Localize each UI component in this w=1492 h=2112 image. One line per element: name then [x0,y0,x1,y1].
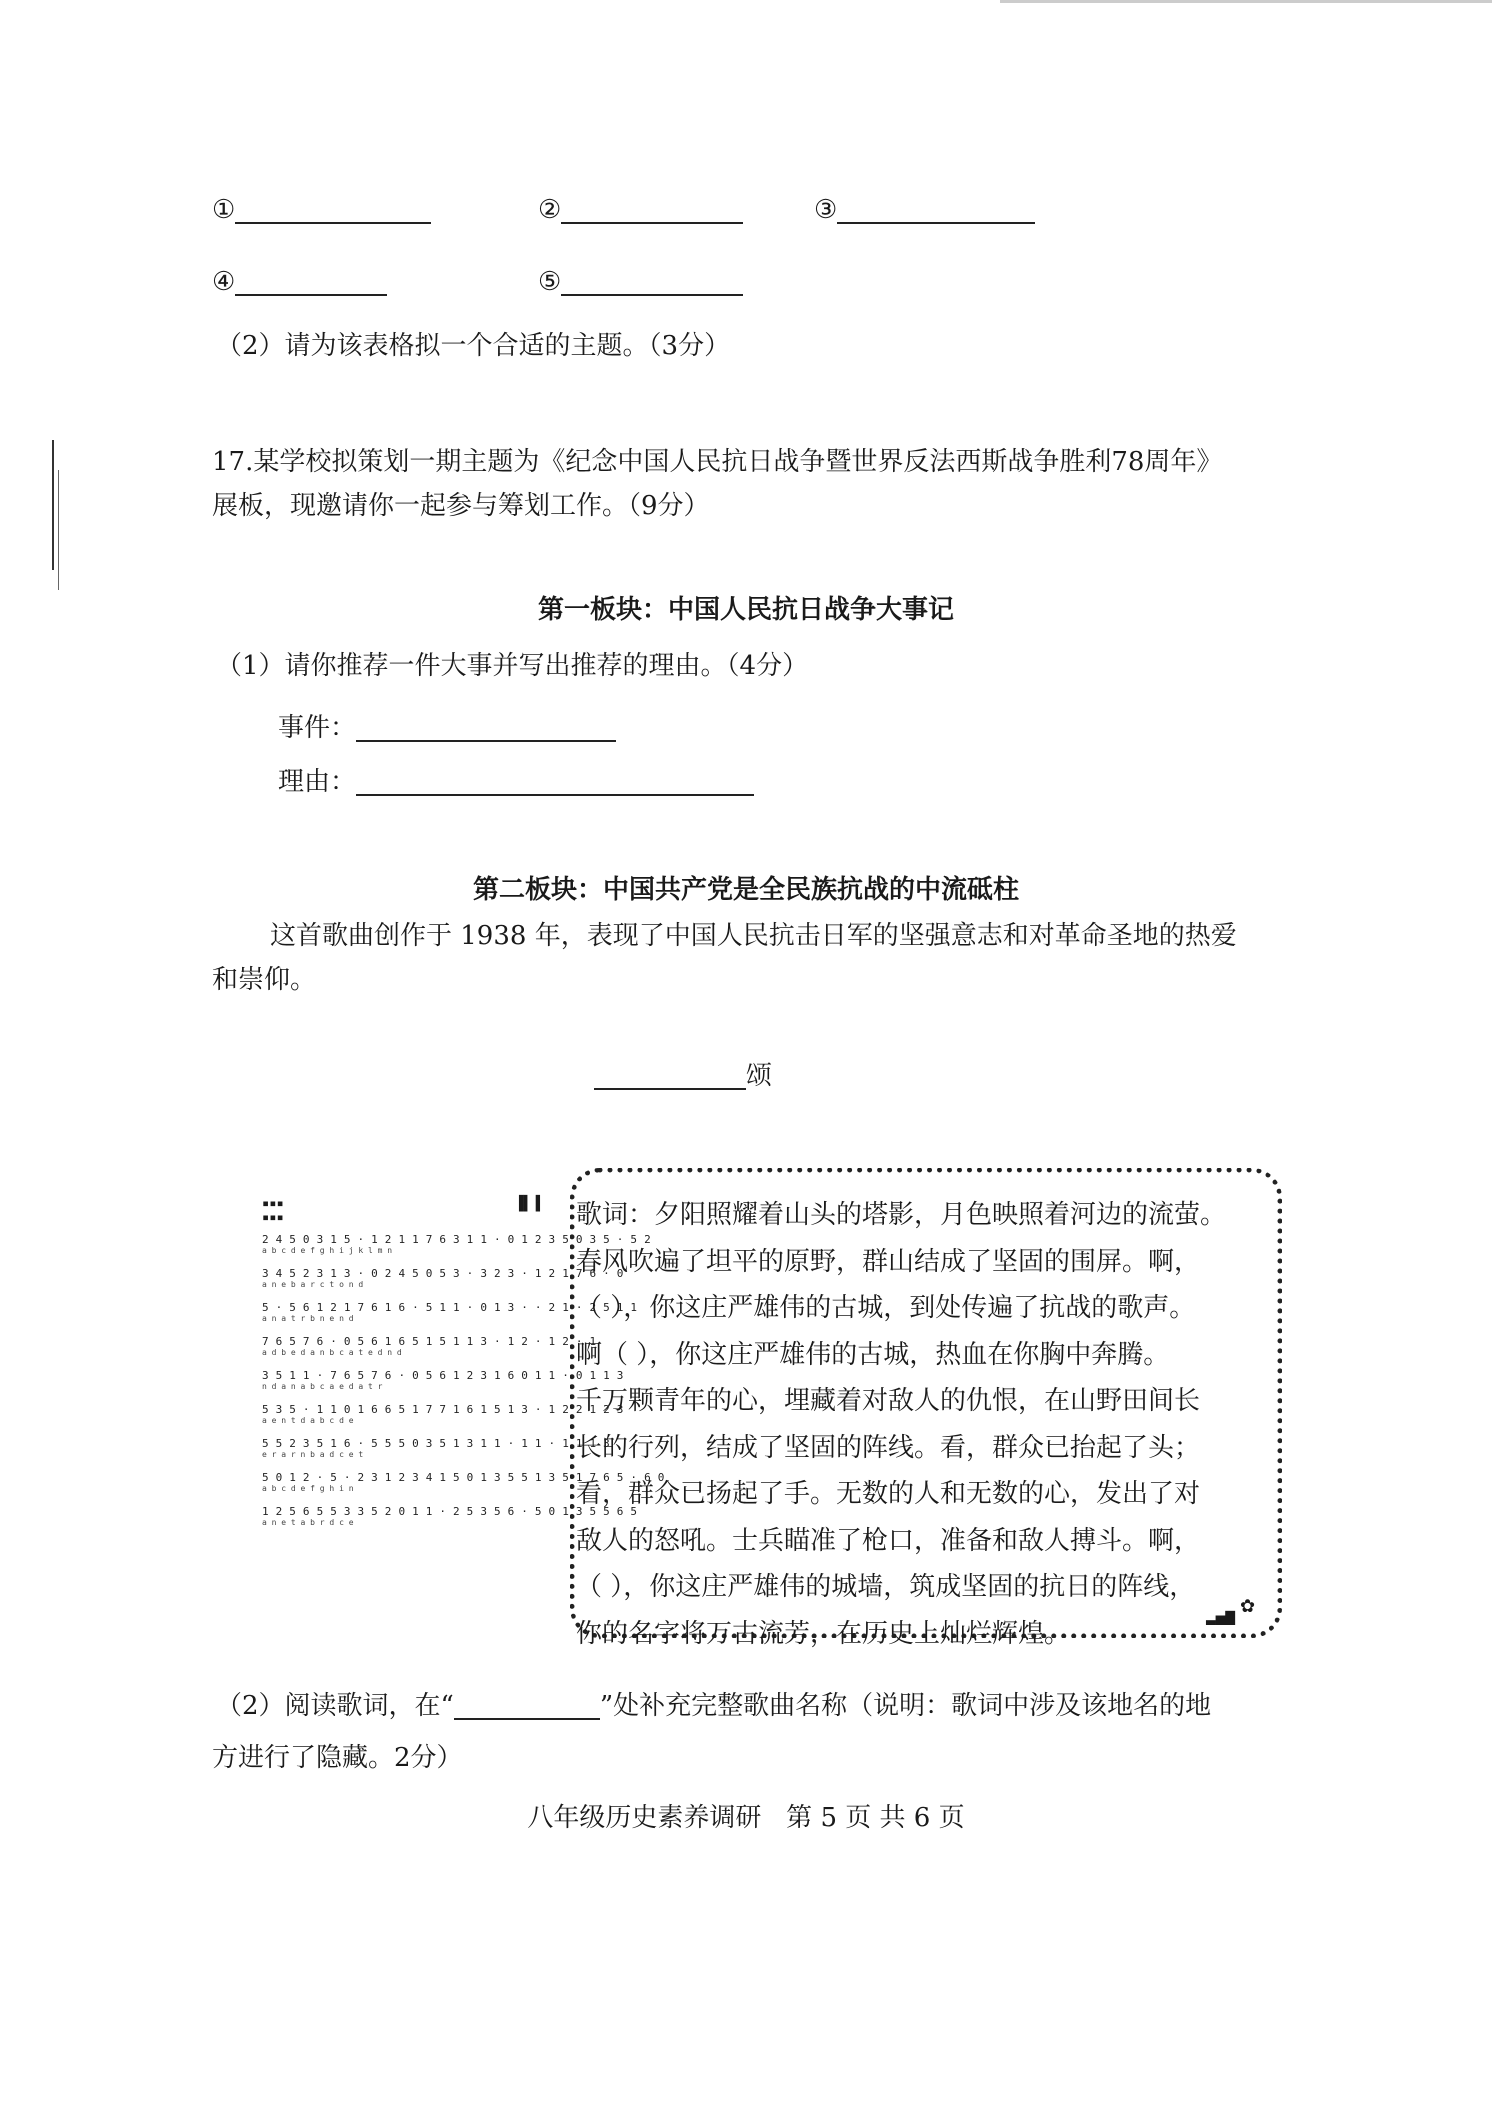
scan-edge-mark-left [52,440,54,570]
score-row-notes: 7 6 5 7 6 · 0 5 6 1 6 5 1 5 1 1 3 · 1 2 · 1 2 · 1 [262,1335,597,1348]
answer-blank-1[interactable] [235,192,431,224]
answer-label-5: ⑤ [538,267,562,297]
score-row-lyrics: a b c d e f g h i j k l m n [262,1246,393,1255]
score-row-lyrics: a n a t r b n e n d [262,1314,354,1323]
answer-row-1-b [538,190,743,230]
lyrics-box-signal-icon: ▂▄▆ [1206,1606,1235,1625]
score-row-lyrics: a n e t a b r d c e [262,1518,354,1527]
score-row-lyrics: a e n t d a b c d e [262,1416,354,1425]
q16-part2: （2）请为该表格拟一个合适的主题。（3分） [216,331,731,361]
score-row-notes: 3 4 5 2 3 1 3 · 0 2 4 5 0 5 3 · 3 2 3 · 1 2 1 7 6 · 0 [262,1267,624,1280]
event-label: 事件： [278,713,357,743]
q17-part2-line1 [216,1686,1211,1726]
q17-intro-line2: 展板，现邀请你一起参与筹划工作。（9分） [212,491,710,521]
answer-label-1: ① [212,195,236,225]
song-title-suffix: 颂 [746,1061,773,1091]
answer-row-1 [212,190,431,230]
music-score [262,1196,665,1626]
section2-text-line2: 和崇仰。 [212,965,317,995]
score-row-lyrics: e r a r n b a d c e t [262,1450,364,1459]
lyrics-line: 春风吹遍了坦平的原野，群山结成了坚固的围屏。啊， [576,1246,1201,1277]
score-header-right-mark: ▐▌▐ [514,1196,540,1212]
event-row [278,708,616,748]
score-row-lyrics: a d b e d a n b c a t e d n d [262,1348,402,1357]
score-row-notes: 2 4 5 0 3 1 5 · 1 2 1 1 7 6 3 1 1 · 0 1 2 3 5 0 3 5 · 5 2 [262,1233,651,1246]
lyrics-line: 你的名字将万古流芳，在历史上灿烂辉煌。 [576,1618,1071,1649]
lyrics-line: 看，群众已扬起了手。无数的人和无数的心，发出了对 [576,1479,1201,1509]
score-row-notes: 5 5 2 3 5 1 6 · 5 5 5 0 3 5 1 3 1 1 · 1 1 · 1 1 1 3 [262,1437,610,1450]
reason-blank[interactable] [356,764,754,796]
lyrics-line: 长的行列，结成了坚固的阵线。看，群众已抬起了头； [576,1432,1201,1463]
lyrics-line: 敌人的怒吼。士兵瞄准了枪口，准备和敌人搏斗。啊， [576,1525,1201,1556]
score-header [262,1196,540,1224]
answer-row-1-c [814,190,1035,230]
score-row-lyrics: a n e b a r c t o n d [262,1280,364,1289]
lyrics-box-dot-icon: ✿ [1240,1596,1256,1617]
lyrics-line: 千万颗青年的心，埋藏着对敌人的仇恨，在山野田间长 [576,1386,1201,1416]
score-row-notes: 1 2 5 6 5 5 3 3 5 2 0 1 1 · 2 5 3 5 6 · 5 0 1 3 5 5 6 5 [262,1505,638,1518]
scan-edge-mark-left-2 [58,470,59,590]
reason-row [278,762,754,802]
score-row-lyrics: n d a n a b c a e d a t r [262,1382,383,1391]
answer-label-4: ④ [212,267,236,297]
answer-blank-4[interactable] [235,264,387,296]
answer-label-2: ② [538,195,562,225]
song-title [594,1056,772,1096]
event-blank[interactable] [356,710,616,742]
answer-blank-3[interactable] [837,192,1035,224]
lyrics-line: 歌词：夕阳照耀着山头的塔影，月色映照着河边的流萤。 [576,1200,1227,1230]
score-header-left-mark: ▪▪▪ ▪▪▪ [262,1196,284,1224]
lyrics-line: （ ），你这庄严雄伟的城墙，筑成坚固的抗日的阵线， [576,1572,1196,1602]
score-row-notes: 5 · 5 6 1 2 1 7 6 1 6 · 5 1 1 · 0 1 3 · · 2 1 · 2 5 1 1 [262,1301,638,1314]
answer-row-2-b [538,262,743,302]
score-row-notes: 5 3 5 · 1 1 0 1 6 6 5 1 7 7 1 6 1 5 1 3 · 1 2 2 1 2 3 [262,1403,624,1416]
answer-label-3: ③ [814,195,838,225]
q17-part2-line2: 方进行了隐藏。2分） [212,1743,463,1773]
score-row-notes: 3 5 1 1 · 7 6 5 7 6 · 0 5 6 1 2 3 1 6 0 1 1 · 0 1 1 3 [262,1369,624,1382]
answer-blank-2[interactable] [561,192,743,224]
answer-blank-5[interactable] [561,264,743,296]
section1-title: 第一板块：中国人民抗日战争大事记 [537,595,954,625]
reason-label: 理由： [278,767,357,797]
scan-edge-mark-top [1000,0,1492,3]
song-title-blank[interactable] [594,1058,746,1090]
section2-text-line1: 这首歌曲创作于 1938 年，表现了中国人民抗击日军的坚强意志和对革命圣地的热爱 [270,921,1237,951]
lyrics-line: 啊（ ），你这庄严雄伟的古城，热血在你胸中奔腾。 [576,1339,1170,1370]
q17-part2-blank[interactable] [454,1688,600,1720]
q17-intro-line1: 17.某学校拟策划一期主题为《纪念中国人民抗日战争暨世界反法西斯战争胜利78周年》 [212,447,1223,477]
lyrics-line: （ ），你这庄严雄伟的古城，到处传遍了抗战的歌声。 [576,1293,1196,1323]
score-rows [262,1233,665,1528]
answer-row-2 [212,262,387,302]
q17-part1: （1）请你推荐一件大事并写出推荐的理由。（4分） [216,651,809,681]
lyrics-text [576,1192,1276,1657]
section2-title: 第二板块：中国共产党是全民族抗战的中流砥柱 [472,875,1019,905]
score-row-lyrics: a b c d e f g h i n [262,1484,354,1493]
q17-part2-text-a: （2）阅读歌词，在“ [216,1691,454,1721]
q17-part2-text-b: ”处补充完整歌曲名称（说明：歌词中涉及该地名的地 [599,1691,1212,1721]
score-row-notes: 5 0 1 2 · 5 · 2 3 1 2 3 4 1 5 0 1 3 5 5 1 3 5 1 7 6 5 · 6 0 [262,1471,665,1484]
page-footer: 八年级历史素养调研 第 5 页 共 6 页 [527,1803,965,1833]
